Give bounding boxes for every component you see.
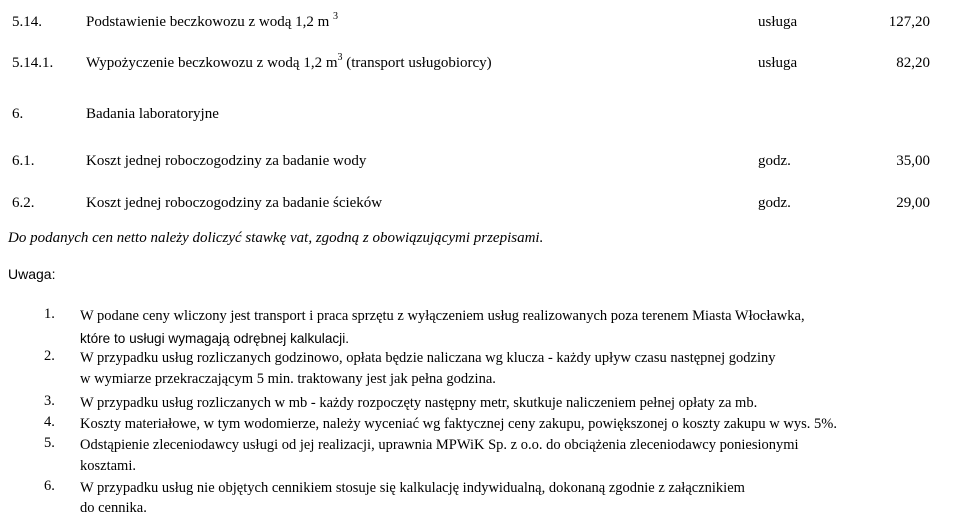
row-description: Badania laboratoryjne [86, 106, 219, 122]
row-price: 29,00 [896, 195, 930, 211]
superscript: 3 [337, 52, 343, 63]
item-text-continuation: do cennika. [80, 500, 147, 516]
row-description: Podstawienie beczkowozu z wodą 1,2 m $^3$ [86, 11, 339, 30]
row-unit: usługa [758, 14, 798, 30]
item-text-continuation: które to usługi wymagają odrębnej kalkulacji. [80, 331, 349, 346]
row-unit: godz. [758, 195, 791, 211]
item-text: W podane ceny wliczony jest transport i praca sprzętu z wyłączeniem usług realizowanych poza terenem Miasta Włocławka, [80, 308, 805, 324]
item-number: 4. [44, 414, 55, 430]
item-number: 2. [44, 348, 55, 364]
row-price: 35,00 [896, 153, 930, 169]
row-unit: godz. [758, 153, 791, 169]
row-unit: usługa [758, 55, 798, 71]
row-number: 6.2. [12, 195, 35, 211]
item-number: 1. [44, 306, 55, 322]
table-row [0, 11, 960, 38]
superscript: 3 [333, 11, 339, 22]
item-text-continuation: kosztami. [80, 458, 136, 474]
uwaga-heading: Uwaga: [8, 266, 56, 282]
table-row [0, 195, 960, 219]
item-text: Odstąpienie zleceniodawcy usługi od jej realizacji, uprawnia MPWiK Sp. z o.o. do obciążenia zleceniodawcy poniesionymi [80, 437, 799, 453]
table-row [0, 52, 960, 79]
item-text: W przypadku usług rozliczanych godzinowo, opłata będzie naliczana wg klucza - każdy upływ czasu następnej godziny [80, 350, 776, 366]
row-number: 5.14. [12, 14, 42, 30]
item-text: W przypadku usług nie objętych cennikiem stosuje się kalkulację indywidualną, dokonaną zgodnie z załącznikiem [80, 480, 745, 496]
item-number: 3. [44, 393, 55, 409]
row-price: 127,20 [888, 14, 930, 30]
item-text: Koszty materiałowe, w tym wodomierze, należy wyceniać wg faktycznej ceny zakupu, powiększonej o koszty zakupu w wys. 5%. [80, 416, 837, 432]
item-number: 6. [44, 478, 55, 494]
row-number: 6. [12, 106, 24, 122]
row-description: Koszt jednej roboczogodziny za badanie ścieków [86, 195, 383, 211]
row-number: 5.14.1. [12, 55, 54, 71]
item-text: W przypadku usług rozliczanych w mb - każdy rozpoczęty następny metr, skutkuje naliczeniem pełnej opłaty za mb. [80, 395, 758, 411]
table-row [0, 153, 960, 177]
row-number: 6.1. [12, 153, 35, 169]
table-row [0, 106, 960, 130]
item-text-continuation: w wymiarze przekraczającym 5 min. traktowany jest jak pełna godzina. [80, 371, 496, 387]
row-description: Wypożyczenie beczkowozu z wodą 1,2 $m^3$ (transport usługobiorcy) [86, 52, 492, 71]
row-description: Koszt jednej roboczogodziny za badanie wody [86, 153, 367, 169]
vat-note: Do podanych cen netto należy doliczyć stawkę vat, zgodną z obowiązującymi przepisami. [8, 230, 544, 246]
item-number: 5. [44, 435, 55, 451]
row-price: 82,20 [896, 55, 930, 71]
